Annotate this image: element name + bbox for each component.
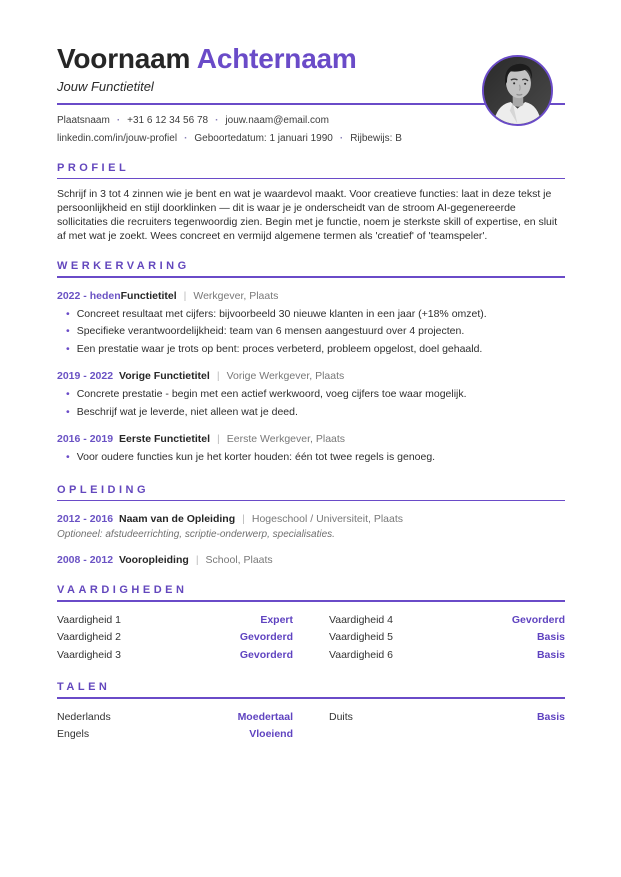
pipe-separator-icon: | xyxy=(195,554,199,567)
skill-level: Basis xyxy=(536,648,565,661)
skill-row xyxy=(329,612,565,630)
dot-separator-icon: · xyxy=(215,114,219,126)
bullet-icon: • xyxy=(66,405,70,418)
skill-level: Gevorderd xyxy=(511,613,565,626)
skill-level: Gevorderd xyxy=(239,648,293,661)
skill-row xyxy=(329,629,565,647)
bullet-text: Beschrijf wat je leverde, niet alleen wat je deed. xyxy=(76,405,298,418)
dot-separator-icon: · xyxy=(339,132,344,144)
section-opleiding xyxy=(57,484,565,568)
email-text: jouw.naam@email.com xyxy=(225,114,329,126)
job-heading xyxy=(57,369,565,383)
section-profiel xyxy=(57,162,565,244)
bullet-text: Specifieke verantwoordelijkheid: team van 6 mensen aangestuurd over 4 projecten. xyxy=(76,325,465,338)
job-employer: Vorige Werkgever, Plaats xyxy=(226,370,345,383)
cv-header xyxy=(57,44,565,145)
section-title-werkervaring: WERKERVARING xyxy=(57,260,190,273)
job-heading xyxy=(57,289,565,303)
bullet-icon: • xyxy=(66,342,70,355)
bullet-text: Voor oudere functies kun je het korter houden: één tot twee regels is genoeg. xyxy=(76,451,436,464)
language-row xyxy=(57,709,293,727)
bullet-text: Concrete prestatie - begin met een actief werkwoord, voeg cijfers toe waar mogelijk. xyxy=(76,388,467,401)
job-dates: 2022 - heden xyxy=(57,289,121,302)
section-werkervaring xyxy=(57,260,565,467)
section-talen xyxy=(57,681,565,744)
languages-column-left xyxy=(57,709,293,744)
section-divider xyxy=(57,276,565,278)
education-institution: School, Plaats xyxy=(205,554,273,567)
language-row xyxy=(57,726,293,744)
skill-name: Vaardigheid 4 xyxy=(329,613,394,626)
skill-name: Vaardigheid 1 xyxy=(57,613,122,626)
section-title-profiel: PROFIEL xyxy=(57,161,130,174)
section-vaardigheden xyxy=(57,584,565,664)
language-level: Vloeiend xyxy=(249,728,293,741)
education-note: Optioneel: afstudeerrichting, scriptie-onderwerp, specialisaties. xyxy=(57,529,335,541)
pipe-separator-icon: | xyxy=(217,433,220,446)
skill-name: Vaardigheid 2 xyxy=(57,631,122,644)
bullet-item xyxy=(57,386,565,404)
job-entry xyxy=(57,369,565,421)
pipe-separator-icon: | xyxy=(242,513,245,526)
birthdate-text: Geboortedatum: 1 januari 1990 xyxy=(194,132,333,144)
job-bullets xyxy=(57,449,565,467)
location-text: Plaatsnaam xyxy=(57,114,110,126)
job-employer: Werkgever, Plaats xyxy=(193,289,279,302)
bullet-item xyxy=(57,323,565,341)
language-name: Duits xyxy=(329,710,353,723)
skills-grid xyxy=(57,612,565,665)
education-heading xyxy=(57,553,565,567)
bullet-item xyxy=(57,449,565,467)
skill-name: Vaardigheid 3 xyxy=(57,648,122,661)
language-row xyxy=(329,709,565,727)
bullet-icon: • xyxy=(66,307,70,320)
languages-column-right xyxy=(329,709,565,744)
education-dates: 2012 - 2016 xyxy=(57,513,114,526)
profile-photo xyxy=(482,55,553,126)
job-entry xyxy=(57,432,565,467)
profile-summary: Schrijf in 3 tot 4 zinnen wie je bent en wat je waardevol maakt. Voor creatieve functies: laat in deze tekst je persoonlijkheid en stijl doorklinken — dit is waar je je onderscheidt van de stroom AI-gegenereerde sollicitaties die recruiters tegenwoordig zien. Begin met je functie, noem je sterkste skill of expertise, en sluit af met wat je zoekt. Wees concreet en vermijd algemene termen als 'creatief' of 'teamspeler'. xyxy=(57,188,558,243)
bullet-item xyxy=(57,341,565,359)
job-role: Eerste Functietitel xyxy=(119,433,211,446)
education-name: Naam van de Opleiding xyxy=(119,513,236,526)
job-employer: Eerste Werkgever, Plaats xyxy=(226,433,346,446)
phone-text: +31 6 12 34 56 78 xyxy=(127,114,209,126)
first-name: Voornaam xyxy=(57,43,191,74)
skill-level: Gevorderd xyxy=(239,631,293,644)
languages-grid xyxy=(57,709,565,744)
section-divider xyxy=(57,600,565,602)
language-name: Engels xyxy=(57,728,90,741)
contact-line-1 xyxy=(57,114,565,127)
last-name: Achternaam xyxy=(196,43,357,74)
section-divider xyxy=(57,500,565,502)
pipe-separator-icon: | xyxy=(216,370,220,383)
section-divider xyxy=(57,178,565,180)
skill-name: Vaardigheid 5 xyxy=(329,631,394,644)
bullet-text: Een prestatie waar je trots op bent: proces verbeterd, probleem opgelost, doel gehaald. xyxy=(76,342,483,355)
skill-row xyxy=(57,612,293,630)
linkedin-text: linkedin.com/in/jouw-profiel xyxy=(57,132,178,144)
license-text: Rijbewijs: B xyxy=(350,132,402,144)
job-role: Functietitel xyxy=(120,289,177,302)
education-name: Vooropleiding xyxy=(119,554,189,567)
job-role: Vorige Functietitel xyxy=(119,370,210,383)
section-title-opleiding: OPLEIDING xyxy=(57,483,150,496)
skill-row xyxy=(57,629,293,647)
education-entry xyxy=(57,512,565,542)
skill-row xyxy=(329,647,565,665)
job-bullets xyxy=(57,386,565,421)
dot-separator-icon: · xyxy=(184,132,188,144)
bullet-icon: • xyxy=(66,388,70,401)
language-level: Basis xyxy=(536,710,565,723)
language-level: Moedertaal xyxy=(237,710,293,723)
portrait-image xyxy=(484,57,551,124)
job-dates: 2016 - 2019 xyxy=(57,433,114,446)
skills-column-right xyxy=(329,612,565,665)
skill-row xyxy=(57,647,293,665)
dot-separator-icon: · xyxy=(116,114,121,126)
pipe-separator-icon: | xyxy=(183,289,187,302)
bullet-item xyxy=(57,306,565,324)
education-dates: 2008 - 2012 xyxy=(57,554,114,567)
job-title: Jouw Functietitel xyxy=(57,78,154,94)
education-heading xyxy=(57,512,565,526)
contact-line-2 xyxy=(57,132,565,145)
job-entry xyxy=(57,289,565,359)
skill-name: Vaardigheid 6 xyxy=(329,648,394,661)
job-heading xyxy=(57,432,565,446)
job-bullets xyxy=(57,306,565,359)
language-name: Nederlands xyxy=(57,710,111,723)
bullet-item xyxy=(57,404,565,422)
education-entry xyxy=(57,553,565,567)
section-divider xyxy=(57,697,565,699)
bullet-icon: • xyxy=(66,325,70,338)
bullet-text: Concreet resultaat met cijfers: bijvoorbeeld 30 nieuwe klanten in een jaar (+18% omzet). xyxy=(76,307,487,320)
skill-level: Expert xyxy=(260,613,293,626)
bullet-icon: • xyxy=(66,451,70,464)
education-institution: Hogeschool / Universiteit, Plaats xyxy=(251,513,404,526)
skill-level: Basis xyxy=(536,631,565,644)
section-title-talen: TALEN xyxy=(57,681,111,694)
section-title-vaardigheden: VAARDIGHEDEN xyxy=(57,584,188,597)
job-dates: 2019 - 2022 xyxy=(57,370,114,383)
skills-column-left xyxy=(57,612,293,665)
